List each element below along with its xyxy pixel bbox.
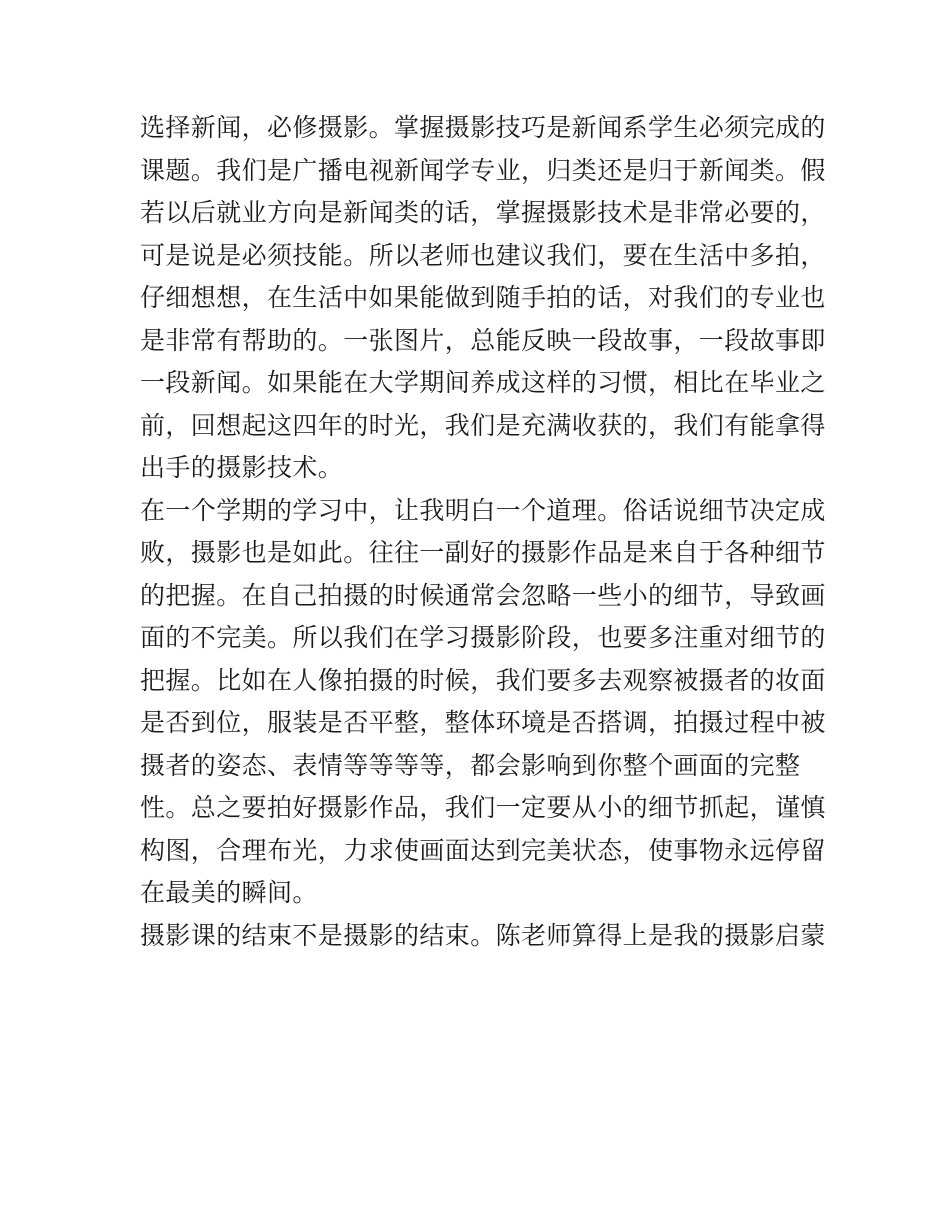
text-line: 一段新闻。如果能在大学期间养成这样的习惯，相比在毕业之 xyxy=(140,368,826,397)
text-line: 仔细想想，在生活中如果能做到随手拍的话，对我们的专业也 xyxy=(140,283,826,312)
text-line: 是否到位，服装是否平整，整体环境是否搭调，拍摄过程中被 xyxy=(140,708,826,737)
text-line: 出手的摄影技术。 xyxy=(140,453,344,482)
text-line: 摄影课的结束不是摄影的结束。陈老师算得上是我的摄影启蒙 xyxy=(140,920,826,950)
text-line: 构图，合理布光，力求使画面达到完美状态，使事物永远停留 xyxy=(140,835,826,865)
text-line: 课题。我们是广播电视新闻学专业，归类还是归于新闻类。假 xyxy=(140,155,826,185)
text-line: 可是说是必须技能。所以老师也建议我们，要在生活中多拍， xyxy=(140,240,826,270)
text-line: 前，回想起这四年的时光，我们是充满收获的，我们有能拿得 xyxy=(140,410,826,440)
text-line: 性。总之要拍好摄影作品，我们一定要从小的细节抓起，谨慎 xyxy=(140,793,826,822)
text-line: 选择新闻，必修摄影。掌握摄影技巧是新闻系学生必须完成的 xyxy=(140,113,826,142)
text-line: 把握。比如在人像拍摄的时候，我们要多去观察被摄者的妆面 xyxy=(140,665,826,695)
text-line: 是非常有帮助的。一张图片，总能反映一段故事，一段故事即 xyxy=(140,325,826,355)
text-line: 在一个学期的学习中，让我明白一个道理。俗话说细节决定成 xyxy=(140,495,826,525)
paragraph-2 xyxy=(140,490,826,915)
paragraph-1 xyxy=(140,107,826,490)
body-text xyxy=(140,107,826,957)
text-line: 面的不完美。所以我们在学习摄影阶段，也要多注重对细节的 xyxy=(140,623,826,652)
text-line: 败，摄影也是如此。往往一副好的摄影作品是来自于各种细节 xyxy=(140,538,826,567)
text-line: 在最美的瞬间。 xyxy=(140,878,318,907)
text-line: 的把握。在自己拍摄的时候通常会忽略一些小的细节，导致画 xyxy=(140,580,826,610)
paragraph-3 xyxy=(140,915,826,958)
text-line: 摄者的姿态、表情等等等等，都会影响到你整个画面的完整 xyxy=(140,750,801,780)
text-line: 若以后就业方向是新闻类的话，掌握摄影技术是非常必要的， xyxy=(140,198,826,227)
